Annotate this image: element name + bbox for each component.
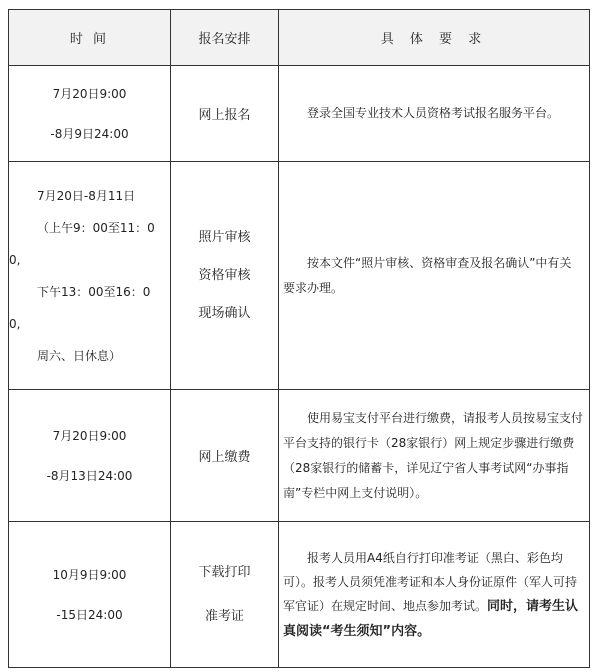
- requirement-text: 按本文件“照片审核、资格审查及报名确认”中有关要求办理。: [283, 255, 572, 295]
- arrangement-cell: [171, 66, 279, 162]
- arrangement-line: 下载打印: [198, 564, 251, 580]
- arrangement-cell: [171, 162, 279, 390]
- time-line: -15日24:00: [56, 607, 123, 622]
- time-line: 7月20日9:00: [52, 428, 127, 443]
- requirement-bold-text: 同时，请考生认真阅读“考生须知”内容。: [283, 598, 579, 639]
- time-line: 0,: [9, 316, 21, 331]
- time-cell: [9, 66, 171, 162]
- requirement-cell: [279, 162, 590, 390]
- time-cell: [9, 162, 171, 390]
- requirement-cell: [279, 522, 590, 668]
- table-row: [9, 162, 590, 390]
- requirement-text: 登录全国专业技术人员资格考试报名服务平台。: [307, 106, 560, 120]
- arrangement-line: 准考证: [204, 608, 244, 624]
- table-row: [9, 66, 590, 162]
- header-requirement: 具 体 要 求: [279, 10, 590, 66]
- arrangement-line: 网上缴费: [198, 450, 251, 465]
- arrangement-line: 现场确认: [198, 305, 251, 321]
- table-header-row: [9, 10, 590, 66]
- time-line: 周六、日休息）: [37, 348, 122, 363]
- time-line: -8月13日24:00: [46, 468, 133, 483]
- table-row: [9, 390, 590, 522]
- time-cell: [9, 522, 171, 668]
- header-arrangement: 报名安排: [171, 10, 279, 66]
- requirement-cell: [279, 66, 590, 162]
- arrangement-line: 网上报名: [198, 108, 251, 123]
- time-line: 下午13：00至16：0: [37, 284, 151, 299]
- time-line: 10月9日9:00: [52, 567, 127, 582]
- arrangement-line: 照片审核: [198, 229, 251, 245]
- time-line: 0,: [9, 252, 21, 267]
- time-line: -8月9日24:00: [50, 126, 129, 141]
- requirement-text: [283, 546, 583, 644]
- time-line: 7月20日9:00: [52, 86, 127, 101]
- time-line: 7月20日-8月11日: [37, 188, 136, 203]
- time-line: （上午9：00至11：0: [37, 220, 155, 235]
- requirement-plain-text: 报考人员用A4纸自行打印准考证（黑白、彩色均可）。报考人员须凭准考证和本人身份证原件（军人可持军官证）在规定时间、地点参加考试。: [283, 550, 578, 613]
- time-cell: [9, 390, 171, 522]
- requirement-cell: [279, 390, 590, 522]
- requirement-text: 使用易宝支付平台进行缴费，请报考人员按易宝支付平台支持的银行卡（28家银行）网上规定步骤进行缴费（28家银行的储蓄卡，详见辽宁省人事考试网“办事指南”专栏中网上支付说明）。: [283, 410, 584, 500]
- arrangement-cell: [171, 522, 279, 668]
- header-time: 时 间: [9, 10, 171, 66]
- table-row: [9, 522, 590, 668]
- arrangement-cell: [171, 390, 279, 522]
- exam-schedule-table: [8, 9, 590, 668]
- arrangement-line: 资格审核: [198, 267, 251, 283]
